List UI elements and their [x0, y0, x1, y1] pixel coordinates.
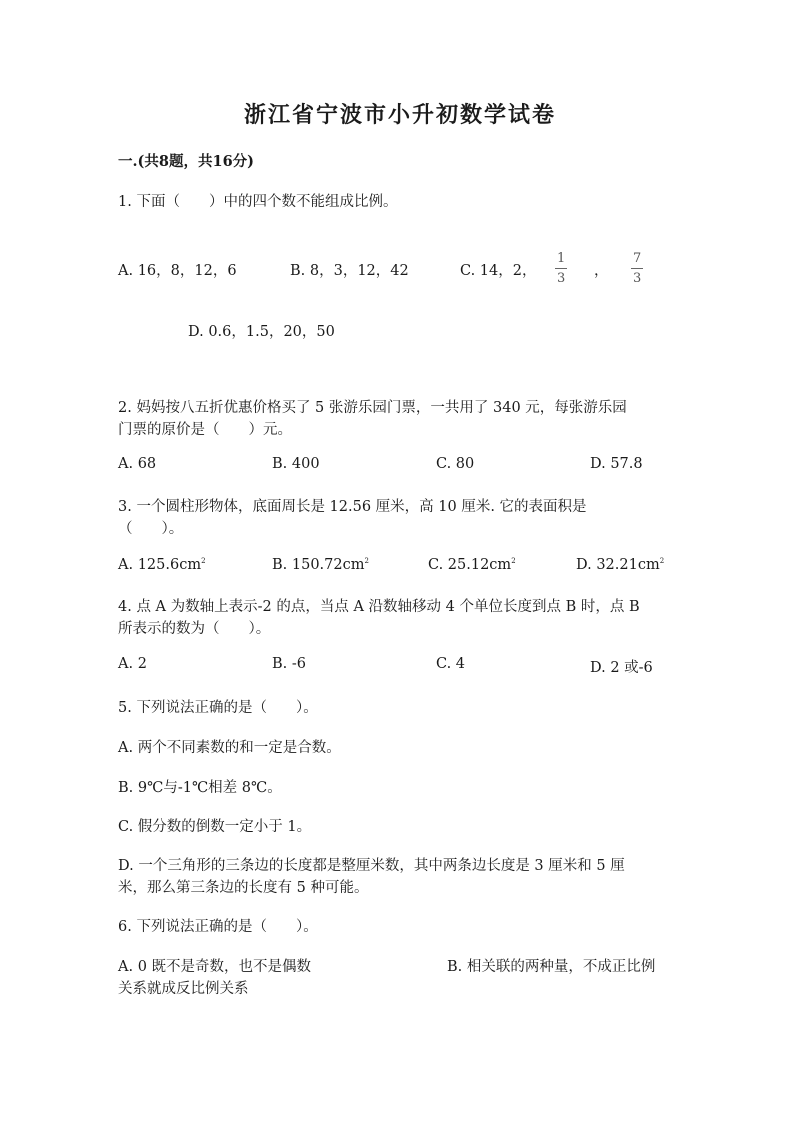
fraction-numerator: 7: [633, 251, 642, 266]
fraction-denominator: 3: [633, 271, 642, 286]
fraction-seven-thirds: [631, 252, 643, 285]
section-header: 一.(共8题，共16分): [118, 153, 255, 170]
option-text: A. 125.6cm: [118, 557, 202, 573]
question-3-stem-line1: 3. 一个圆柱形物体，底面周长是 12.56 厘米，高 10 厘米. 它的表面积是: [118, 499, 587, 515]
question-1-option-d: D. 0.6，1.5，20，50: [188, 324, 335, 340]
question-1-option-b: B. 8，3，12，42: [290, 263, 409, 279]
question-5-option-c: C. 假分数的倒数一定小于 1。: [118, 819, 312, 835]
question-2-option-c: C. 80: [436, 456, 475, 472]
question-3-option-d: [576, 557, 664, 573]
question-3-option-b: [272, 557, 369, 573]
question-1-stem: 1. 下面（ ）中的四个数不能组成比例。: [118, 194, 398, 210]
question-5-option-d-line1: D. 一个三角形的三条边的长度都是整厘米数，其中两条边长度是 3 厘米和 5 厘: [118, 858, 625, 874]
question-5-stem: 5. 下列说法正确的是（ ）。: [118, 700, 318, 716]
question-3-option-c: [428, 557, 516, 573]
fraction-one-third: [555, 252, 567, 285]
fraction-denominator: 3: [557, 271, 566, 286]
unit-superscript: 2: [659, 557, 665, 566]
question-6-option-b-line2: 关系就成反比例关系: [118, 981, 249, 997]
unit-superscript: 2: [201, 557, 206, 566]
question-6-stem: 6. 下列说法正确的是（ ）。: [118, 919, 318, 935]
question-4-option-c: C. 4: [436, 656, 466, 672]
page-title: 浙江省宁波市小升初数学试卷: [243, 102, 556, 128]
question-1-option-c: C. 14，2，: [460, 263, 537, 279]
question-5-option-d-line2: 米，那么第三条边的长度有 5 种可能。: [118, 880, 369, 896]
question-2-option-d: D. 57.8: [590, 456, 643, 472]
option-text: C. 25.12cm: [428, 557, 512, 573]
question-6-option-b-line1: B. 相关联的两种量，不成正比例: [447, 959, 656, 975]
question-6-option-a: A. 0 既不是奇数，也不是偶数: [118, 959, 312, 975]
fraction-numerator: 1: [557, 251, 566, 266]
option-text: D. 32.21cm: [576, 557, 660, 573]
question-3-option-a: [118, 557, 206, 573]
question-5-option-b: B. 9℃与-1℃相差 8℃。: [118, 780, 282, 796]
option-text: B. 150.72cm: [272, 557, 365, 573]
unit-superscript: 2: [511, 557, 516, 566]
question-4-option-d: D. 2 或-6: [590, 660, 653, 676]
question-2-stem-line2: 门票的原价是（ ）元。: [118, 422, 292, 438]
question-1-option-a: A. 16，8，12，6: [118, 263, 237, 279]
question-4-stem-line2: 所表示的数为（ ）。: [118, 621, 271, 637]
question-3-stem-line2: （ ）。: [118, 521, 184, 537]
question-2-stem-line1: 2. 妈妈按八五折优惠价格买了 5 张游乐园门票，一共用了 340 元，每张游乐园: [118, 400, 627, 416]
question-4-stem-line1: 4. 点 A 为数轴上表示-2 的点，当点 A 沿数轴移动 4 个单位长度到点 B 时，点 B: [118, 599, 640, 615]
unit-superscript: 2: [364, 557, 369, 566]
question-4-option-b: B. -6: [272, 656, 306, 672]
question-2-option-a: A. 68: [118, 456, 157, 472]
question-2-option-b: B. 400: [272, 456, 320, 472]
question-5-option-a: A. 两个不同素数的和一定是合数。: [118, 740, 341, 756]
question-4-option-a: A. 2: [118, 656, 147, 672]
fraction-separator: ，: [594, 263, 609, 279]
